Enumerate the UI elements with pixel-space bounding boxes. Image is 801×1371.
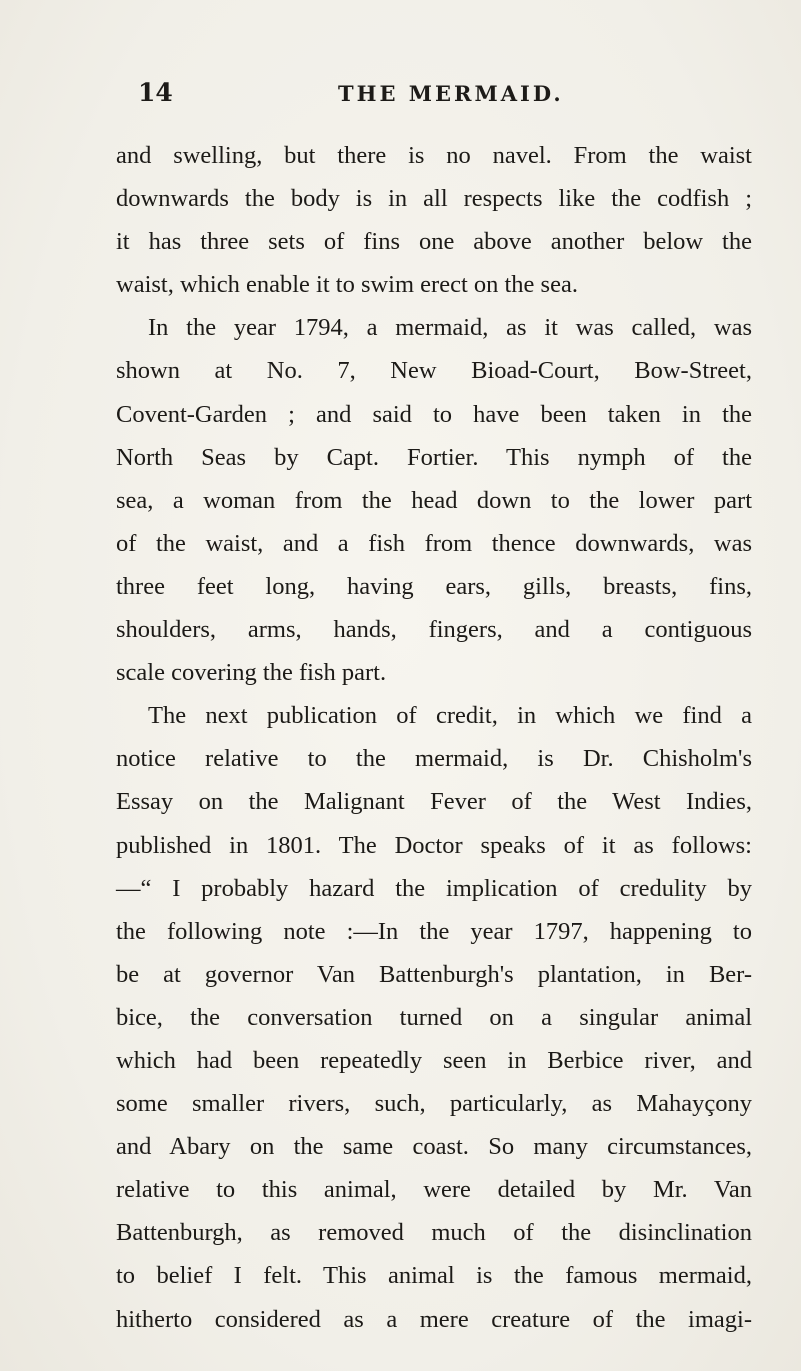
text-line: which had been repeatedly seen in Berbice river, and [116, 1046, 752, 1074]
text-line: shoulders, arms, hands, fingers, and a contiguous [116, 616, 752, 644]
text-line: the following note :—In the year 1797, happening to [116, 917, 752, 945]
running-title: THE MERMAID. [338, 81, 564, 106]
text-line: Covent-Garden ; and said to have been taken in the [116, 400, 752, 428]
text-line: —“ I probably hazard the implication of credulity by [116, 874, 752, 902]
text-line: hitherto considered as a mere creature of the imagi- [116, 1305, 752, 1333]
text-line: of the waist, and a fish from thence downwards, was [116, 529, 752, 557]
text-line: sea, a woman from the head down to the lower part [116, 486, 752, 514]
text-line: it has three sets of fins one above another below the [116, 228, 752, 256]
body-text [116, 134, 752, 1341]
text-line: published in 1801. The Doctor speaks of it as follows: [116, 831, 752, 859]
text-line: The next publication of credit, in which we find a [148, 702, 752, 730]
text-line: some smaller rivers, such, particularly, as Mahayçony [116, 1090, 752, 1118]
text-line: North Seas by Capt. Fortier. This nymph of the [116, 443, 752, 471]
text-line: In the year 1794, a mermaid, as it was called, was [148, 314, 752, 342]
text-line: bice, the conversation turned on a singular animal [116, 1003, 752, 1031]
text-line: waist, which enable it to swim erect on the sea. [116, 271, 578, 299]
text-line: to belief I felt. This animal is the famous mermaid, [116, 1262, 752, 1290]
text-line: and swelling, but there is no navel. From the waist [116, 142, 752, 169]
text-line: Battenburgh, as removed much of the disinclination [116, 1219, 752, 1247]
text-line: scale covering the fish part. [116, 659, 387, 687]
text-line: downwards the body is in all respects like the codfish ; [116, 185, 752, 213]
page-number: 14 [138, 78, 173, 107]
text-line: three feet long, having ears, gills, breasts, fins, [116, 572, 752, 600]
text-line: Essay on the Malignant Fever of the West Indies, [116, 788, 752, 816]
running-head [138, 78, 758, 114]
text-line: relative to this animal, were detailed by Mr. Van [116, 1176, 752, 1204]
text-line: shown at No. 7, New Bioad-Court, Bow-Street, [116, 357, 752, 385]
text-line: and Abary on the same coast. So many circumstances, [116, 1133, 752, 1161]
text-line: notice relative to the mermaid, is Dr. Chisholm's [116, 745, 752, 773]
text-line: be at governor Van Battenburgh's plantation, in Ber- [116, 960, 752, 988]
